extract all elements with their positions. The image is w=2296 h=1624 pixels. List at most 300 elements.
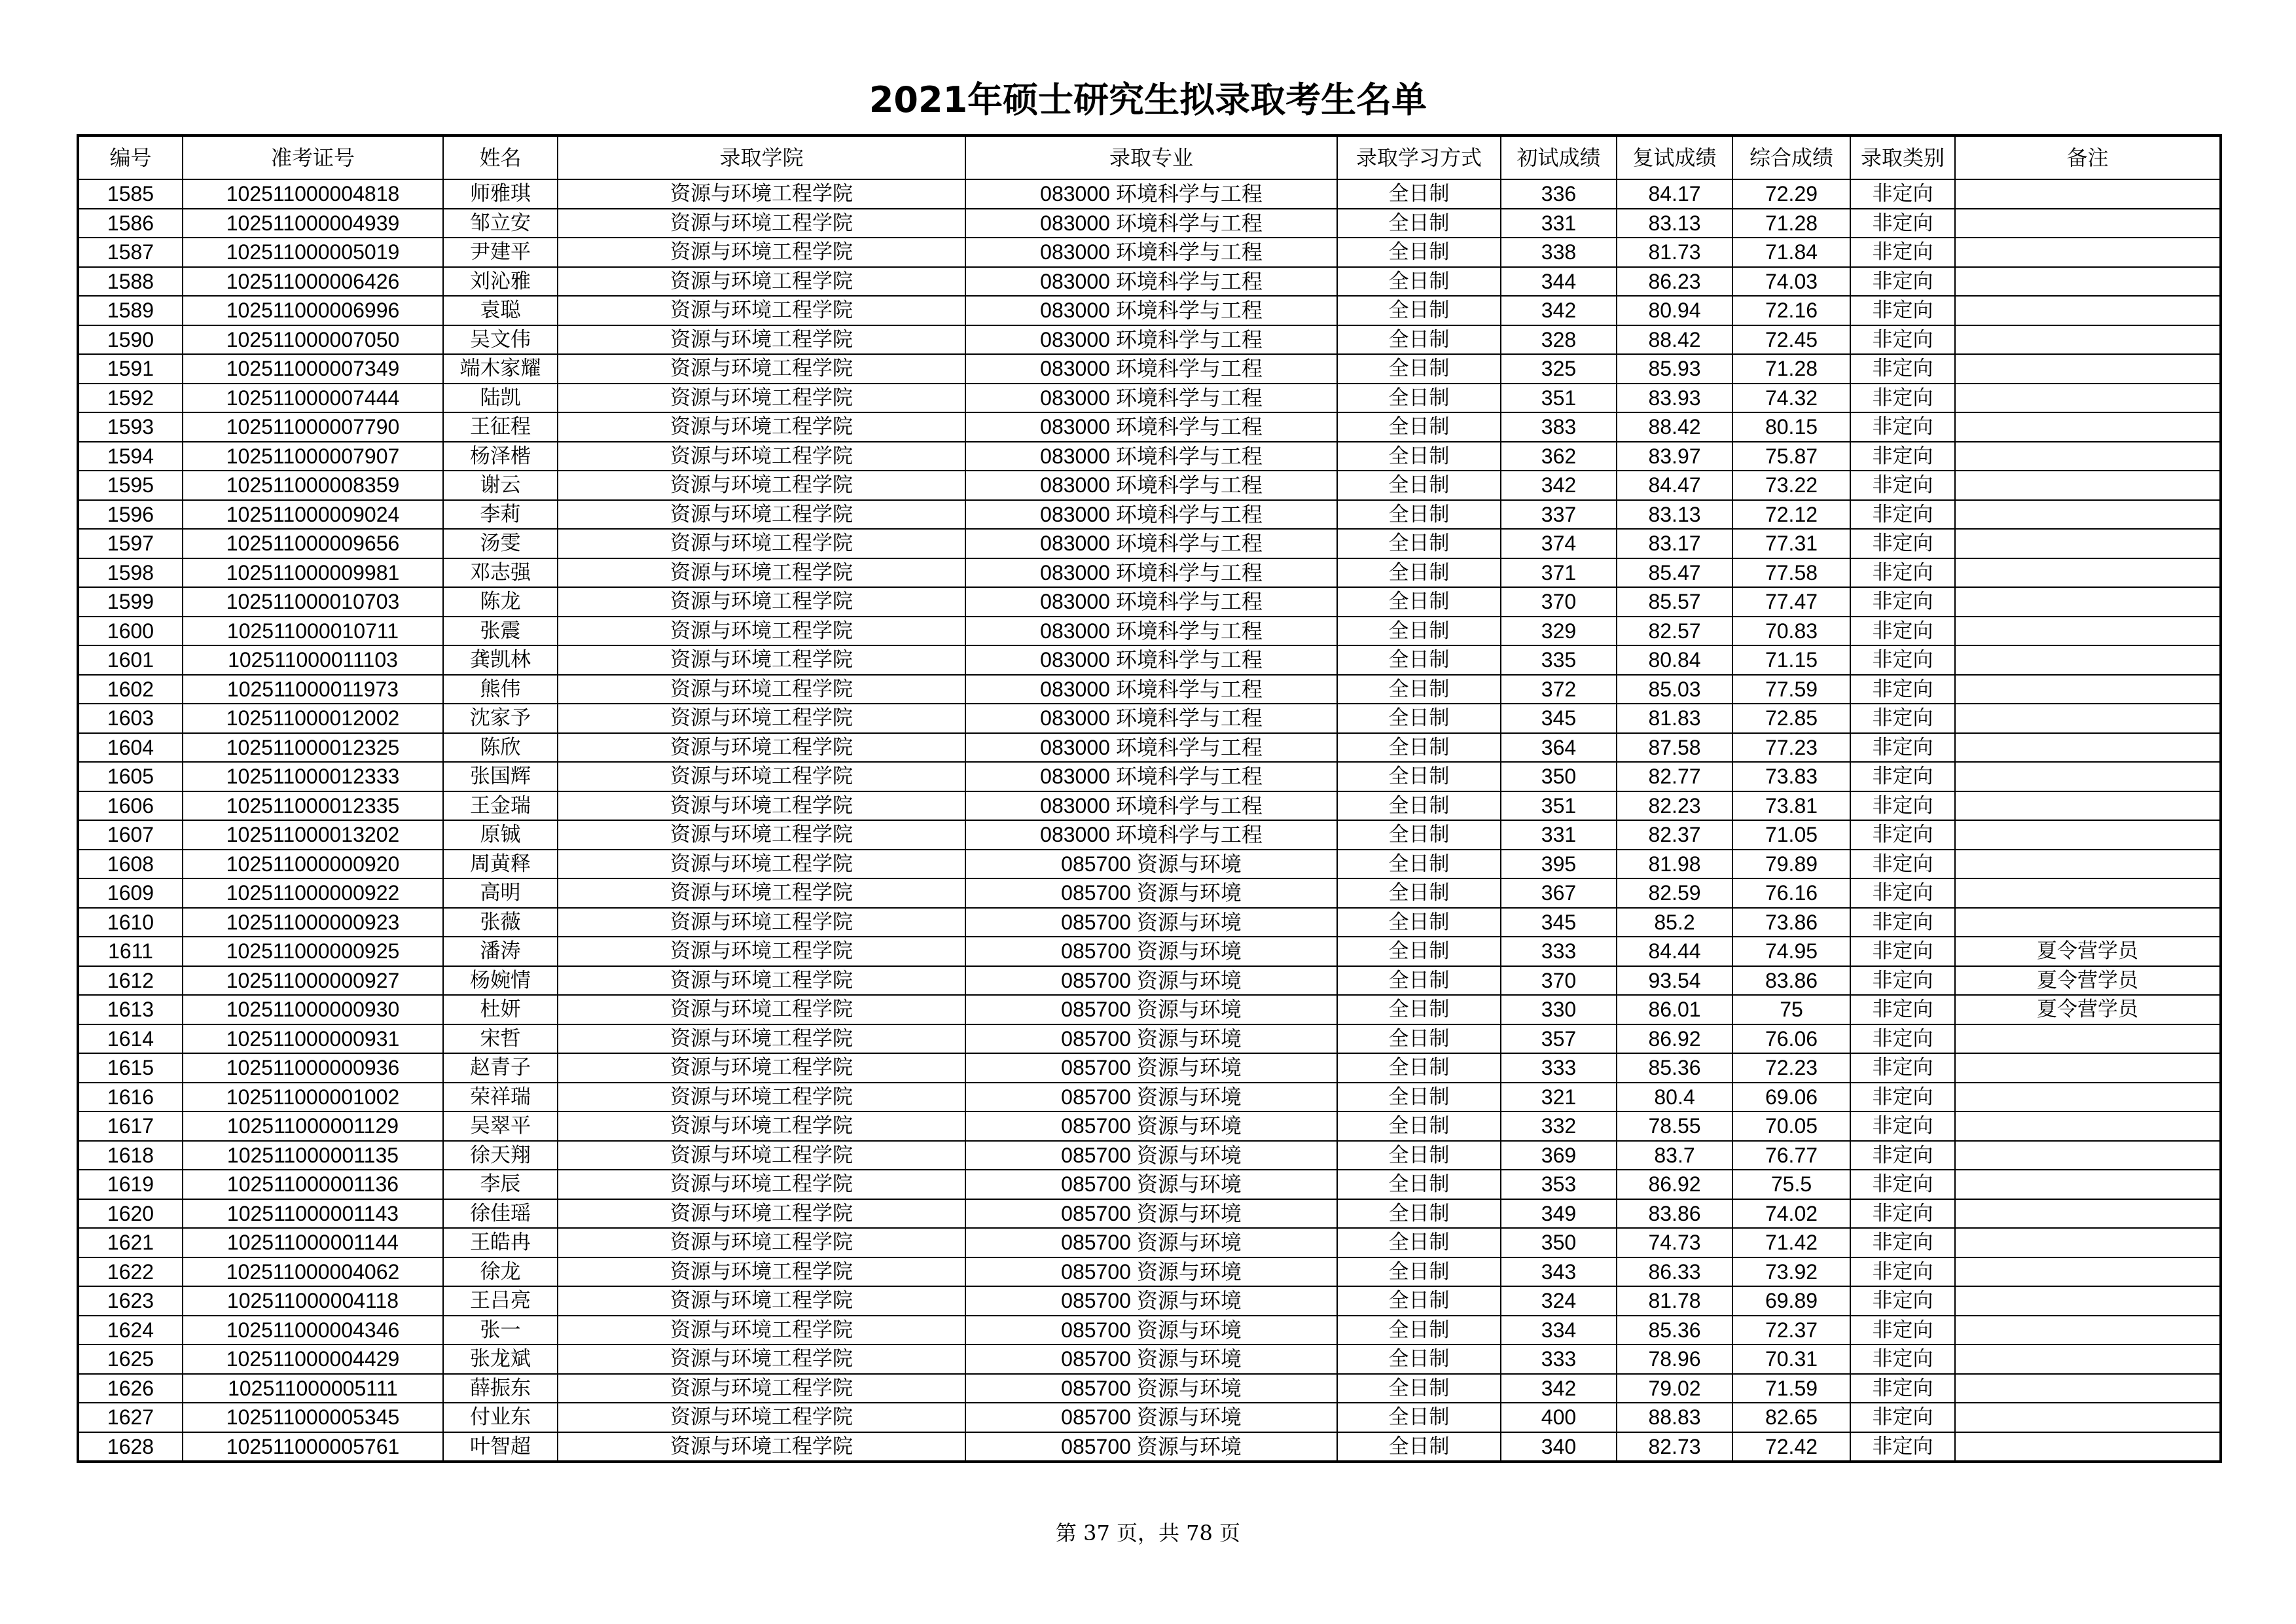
cell-category: 非定向 [1850,1316,1955,1345]
cell-exam-number: 102511000005761 [183,1432,443,1462]
cell-initial-score: 331 [1501,820,1617,850]
cell-college: 资源与环境工程学院 [558,412,965,442]
admission-table [77,134,2222,1463]
cell-major: 085700 资源与环境 [965,1111,1337,1141]
cell-retest-score: 85.93 [1617,354,1732,384]
table-row [78,617,2221,646]
cell-category: 非定向 [1850,1228,1955,1257]
cell-initial-score: 364 [1501,733,1617,763]
cell-study-mode: 全日制 [1337,966,1501,996]
cell-name: 徐天翔 [443,1141,558,1170]
cell-name: 龚凯林 [443,645,558,675]
cell-major: 085700 资源与环境 [965,1141,1337,1170]
cell-id: 1593 [78,412,183,442]
cell-id: 1625 [78,1344,183,1374]
cell-name: 周黄释 [443,850,558,879]
cell-total-score: 71.59 [1732,1374,1850,1403]
cell-category: 非定向 [1850,1170,1955,1199]
cell-category: 非定向 [1850,1286,1955,1316]
cell-remarks [1955,1228,2221,1257]
cell-retest-score: 93.54 [1617,966,1732,996]
cell-retest-score: 85.2 [1617,908,1732,937]
cell-name: 王金瑞 [443,791,558,821]
cell-study-mode: 全日制 [1337,1374,1501,1403]
cell-id: 1597 [78,529,183,558]
cell-retest-score: 80.84 [1617,645,1732,675]
table-row [78,471,2221,500]
cell-retest-score: 78.55 [1617,1111,1732,1141]
table-row [78,1141,2221,1170]
table-row [78,675,2221,704]
cell-exam-number: 102511000004346 [183,1316,443,1345]
cell-initial-score: 335 [1501,645,1617,675]
cell-remarks [1955,1083,2221,1112]
cell-category: 非定向 [1850,1024,1955,1054]
cell-id: 1614 [78,1024,183,1054]
cell-name: 尹建平 [443,238,558,267]
cell-initial-score: 342 [1501,471,1617,500]
cell-exam-number: 102511000001129 [183,1111,443,1141]
cell-college: 资源与环境工程学院 [558,354,965,384]
cell-initial-score: 372 [1501,675,1617,704]
cell-college: 资源与环境工程学院 [558,442,965,471]
cell-initial-score: 351 [1501,791,1617,821]
cell-remarks [1955,384,2221,413]
cell-category: 非定向 [1850,267,1955,297]
table-row [78,1257,2221,1287]
cell-initial-score: 334 [1501,1316,1617,1345]
cell-college: 资源与环境工程学院 [558,587,965,617]
cell-retest-score: 81.78 [1617,1286,1732,1316]
cell-total-score: 69.89 [1732,1286,1850,1316]
cell-college: 资源与环境工程学院 [558,937,965,966]
cell-initial-score: 370 [1501,966,1617,996]
cell-id: 1587 [78,238,183,267]
cell-retest-score: 85.03 [1617,675,1732,704]
cell-name: 潘涛 [443,937,558,966]
cell-exam-number: 102511000001002 [183,1083,443,1112]
cell-id: 1601 [78,645,183,675]
cell-initial-score: 367 [1501,878,1617,908]
cell-college: 资源与环境工程学院 [558,296,965,325]
cell-name: 张龙斌 [443,1344,558,1374]
table-row [78,1286,2221,1316]
cell-id: 1621 [78,1228,183,1257]
cell-college: 资源与环境工程学院 [558,966,965,996]
cell-study-mode: 全日制 [1337,325,1501,355]
cell-college: 资源与环境工程学院 [558,558,965,588]
cell-total-score: 74.02 [1732,1199,1850,1229]
cell-retest-score: 83.7 [1617,1141,1732,1170]
cell-initial-score: 321 [1501,1083,1617,1112]
cell-college: 资源与环境工程学院 [558,675,965,704]
cell-category: 非定向 [1850,1257,1955,1287]
cell-major: 085700 资源与环境 [965,1316,1337,1345]
cell-exam-number: 102511000000922 [183,878,443,908]
cell-total-score: 72.85 [1732,704,1850,733]
cell-name: 张一 [443,1316,558,1345]
cell-category: 非定向 [1850,238,1955,267]
cell-college: 资源与环境工程学院 [558,1286,965,1316]
cell-college: 资源与环境工程学院 [558,791,965,821]
table-body [78,179,2221,1462]
cell-initial-score: 369 [1501,1141,1617,1170]
table-row [78,820,2221,850]
cell-name: 徐佳瑶 [443,1199,558,1229]
cell-category: 非定向 [1850,675,1955,704]
cell-name: 原铖 [443,820,558,850]
cell-id: 1594 [78,442,183,471]
cell-name: 师雅琪 [443,179,558,209]
cell-study-mode: 全日制 [1337,296,1501,325]
cell-category: 非定向 [1850,471,1955,500]
cell-study-mode: 全日制 [1337,733,1501,763]
cell-study-mode: 全日制 [1337,704,1501,733]
cell-major: 083000 环境科学与工程 [965,209,1337,238]
cell-major: 085700 资源与环境 [965,1374,1337,1403]
cell-category: 非定向 [1850,617,1955,646]
cell-name: 邹立安 [443,209,558,238]
cell-college: 资源与环境工程学院 [558,645,965,675]
cell-study-mode: 全日制 [1337,412,1501,442]
cell-major: 083000 环境科学与工程 [965,384,1337,413]
cell-id: 1627 [78,1403,183,1432]
cell-remarks [1955,238,2221,267]
cell-category: 非定向 [1850,791,1955,821]
cell-study-mode: 全日制 [1337,1286,1501,1316]
cell-retest-score: 78.96 [1617,1344,1732,1374]
table-row [78,908,2221,937]
cell-name: 宋哲 [443,1024,558,1054]
cell-name: 王征程 [443,412,558,442]
cell-category: 非定向 [1850,1083,1955,1112]
cell-name: 张国辉 [443,762,558,791]
cell-remarks [1955,733,2221,763]
cell-total-score: 72.23 [1732,1053,1850,1083]
cell-initial-score: 344 [1501,267,1617,297]
cell-name: 薛振东 [443,1374,558,1403]
cell-name: 邓志强 [443,558,558,588]
cell-total-score: 71.84 [1732,238,1850,267]
cell-name: 王皓冉 [443,1228,558,1257]
cell-name: 吴文伟 [443,325,558,355]
cell-major: 083000 环境科学与工程 [965,704,1337,733]
cell-exam-number: 102511000013202 [183,820,443,850]
cell-initial-score: 336 [1501,179,1617,209]
cell-college: 资源与环境工程学院 [558,1199,965,1229]
cell-initial-score: 357 [1501,1024,1617,1054]
cell-total-score: 72.37 [1732,1316,1850,1345]
cell-id: 1599 [78,587,183,617]
cell-study-mode: 全日制 [1337,1344,1501,1374]
cell-category: 非定向 [1850,850,1955,879]
cell-id: 1613 [78,995,183,1024]
cell-college: 资源与环境工程学院 [558,1053,965,1083]
cell-study-mode: 全日制 [1337,267,1501,297]
col-header-college: 录取学院 [558,135,965,179]
cell-major: 085700 资源与环境 [965,878,1337,908]
cell-remarks [1955,296,2221,325]
table-row [78,558,2221,588]
cell-retest-score: 80.94 [1617,296,1732,325]
cell-study-mode: 全日制 [1337,1316,1501,1345]
cell-study-mode: 全日制 [1337,1111,1501,1141]
cell-study-mode: 全日制 [1337,179,1501,209]
cell-major: 083000 环境科学与工程 [965,267,1337,297]
cell-study-mode: 全日制 [1337,384,1501,413]
cell-total-score: 71.28 [1732,354,1850,384]
cell-id: 1616 [78,1083,183,1112]
cell-id: 1612 [78,966,183,996]
cell-retest-score: 82.77 [1617,762,1732,791]
cell-exam-number: 102511000009656 [183,529,443,558]
cell-remarks [1955,762,2221,791]
table-row [78,733,2221,763]
cell-study-mode: 全日制 [1337,529,1501,558]
table-row [78,937,2221,966]
cell-initial-score: 362 [1501,442,1617,471]
cell-id: 1624 [78,1316,183,1345]
cell-college: 资源与环境工程学院 [558,1432,965,1462]
cell-category: 非定向 [1850,820,1955,850]
cell-retest-score: 83.93 [1617,384,1732,413]
cell-college: 资源与环境工程学院 [558,850,965,879]
cell-category: 非定向 [1850,179,1955,209]
cell-college: 资源与环境工程学院 [558,384,965,413]
cell-name: 张薇 [443,908,558,937]
cell-study-mode: 全日制 [1337,471,1501,500]
cell-category: 非定向 [1850,995,1955,1024]
cell-study-mode: 全日制 [1337,878,1501,908]
cell-total-score: 76.16 [1732,878,1850,908]
cell-exam-number: 102511000004062 [183,1257,443,1287]
cell-college: 资源与环境工程学院 [558,1344,965,1374]
table-row [78,878,2221,908]
cell-exam-number: 102511000010711 [183,617,443,646]
cell-name: 杨婉情 [443,966,558,996]
cell-name: 张震 [443,617,558,646]
cell-total-score: 74.32 [1732,384,1850,413]
cell-college: 资源与环境工程学院 [558,209,965,238]
cell-category: 非定向 [1850,1403,1955,1432]
cell-remarks [1955,587,2221,617]
cell-retest-score: 83.13 [1617,500,1732,530]
cell-major: 083000 环境科学与工程 [965,354,1337,384]
cell-retest-score: 87.58 [1617,733,1732,763]
cell-exam-number: 102511000004939 [183,209,443,238]
cell-exam-number: 102511000000925 [183,937,443,966]
col-header-name: 姓名 [443,135,558,179]
cell-initial-score: 371 [1501,558,1617,588]
cell-category: 非定向 [1850,966,1955,996]
cell-name: 李莉 [443,500,558,530]
cell-initial-score: 345 [1501,704,1617,733]
cell-category: 非定向 [1850,209,1955,238]
table-row [78,1024,2221,1054]
cell-study-mode: 全日制 [1337,1053,1501,1083]
table-row [78,1199,2221,1229]
cell-id: 1618 [78,1141,183,1170]
cell-total-score: 73.83 [1732,762,1850,791]
cell-total-score: 70.83 [1732,617,1850,646]
table-row [78,1111,2221,1141]
cell-id: 1589 [78,296,183,325]
cell-major: 085700 资源与环境 [965,1199,1337,1229]
cell-initial-score: 353 [1501,1170,1617,1199]
cell-category: 非定向 [1850,325,1955,355]
cell-total-score: 71.28 [1732,209,1850,238]
table-row [78,1083,2221,1112]
table-row [78,354,2221,384]
table-row [78,995,2221,1024]
cell-initial-score: 331 [1501,209,1617,238]
cell-study-mode: 全日制 [1337,820,1501,850]
cell-exam-number: 102511000007444 [183,384,443,413]
cell-retest-score: 86.01 [1617,995,1732,1024]
cell-total-score: 77.58 [1732,558,1850,588]
cell-study-mode: 全日制 [1337,762,1501,791]
cell-category: 非定向 [1850,587,1955,617]
cell-remarks [1955,1286,2221,1316]
cell-exam-number: 102511000001135 [183,1141,443,1170]
cell-total-score: 76.06 [1732,1024,1850,1054]
cell-name: 陈龙 [443,587,558,617]
cell-college: 资源与环境工程学院 [558,1374,965,1403]
cell-category: 非定向 [1850,500,1955,530]
cell-category: 非定向 [1850,704,1955,733]
cell-retest-score: 86.92 [1617,1024,1732,1054]
cell-exam-number: 102511000000931 [183,1024,443,1054]
cell-exam-number: 102511000001143 [183,1199,443,1229]
cell-remarks [1955,267,2221,297]
cell-study-mode: 全日制 [1337,850,1501,879]
cell-name: 陆凯 [443,384,558,413]
cell-id: 1600 [78,617,183,646]
cell-retest-score: 81.73 [1617,238,1732,267]
cell-exam-number: 102511000006426 [183,267,443,297]
cell-remarks [1955,209,2221,238]
table-row [78,645,2221,675]
cell-study-mode: 全日制 [1337,908,1501,937]
cell-college: 资源与环境工程学院 [558,1170,965,1199]
table-row [78,296,2221,325]
cell-study-mode: 全日制 [1337,645,1501,675]
cell-name: 杜妍 [443,995,558,1024]
cell-category: 非定向 [1850,1141,1955,1170]
cell-id: 1598 [78,558,183,588]
cell-major: 083000 环境科学与工程 [965,238,1337,267]
header-row [78,135,2221,179]
cell-total-score: 72.42 [1732,1432,1850,1462]
cell-remarks [1955,645,2221,675]
cell-total-score: 69.06 [1732,1083,1850,1112]
cell-retest-score: 83.13 [1617,209,1732,238]
table-row [78,1432,2221,1462]
cell-total-score: 77.31 [1732,529,1850,558]
cell-study-mode: 全日制 [1337,675,1501,704]
cell-initial-score: 342 [1501,296,1617,325]
cell-college: 资源与环境工程学院 [558,1111,965,1141]
cell-id: 1585 [78,179,183,209]
cell-name: 付业东 [443,1403,558,1432]
cell-remarks [1955,1316,2221,1345]
cell-college: 资源与环境工程学院 [558,471,965,500]
cell-category: 非定向 [1850,558,1955,588]
cell-exam-number: 102511000007050 [183,325,443,355]
cell-major: 085700 资源与环境 [965,1286,1337,1316]
table-row [78,238,2221,267]
table-row [78,179,2221,209]
col-header-remarks: 备注 [1955,135,2221,179]
cell-id: 1588 [78,267,183,297]
cell-total-score: 77.59 [1732,675,1850,704]
cell-major: 083000 环境科学与工程 [965,617,1337,646]
cell-major: 083000 环境科学与工程 [965,296,1337,325]
cell-initial-score: 350 [1501,1228,1617,1257]
cell-name: 吴翠平 [443,1111,558,1141]
table-row [78,325,2221,355]
cell-remarks [1955,558,2221,588]
cell-retest-score: 82.23 [1617,791,1732,821]
col-header-category: 录取类别 [1850,135,1955,179]
cell-college: 资源与环境工程学院 [558,704,965,733]
cell-name: 徐龙 [443,1257,558,1287]
cell-study-mode: 全日制 [1337,1257,1501,1287]
cell-total-score: 75.87 [1732,442,1850,471]
cell-major: 083000 环境科学与工程 [965,442,1337,471]
cell-retest-score: 84.44 [1617,937,1732,966]
cell-id: 1605 [78,762,183,791]
cell-initial-score: 370 [1501,587,1617,617]
cell-major: 085700 资源与环境 [965,1257,1337,1287]
cell-id: 1602 [78,675,183,704]
cell-study-mode: 全日制 [1337,1141,1501,1170]
cell-category: 非定向 [1850,1053,1955,1083]
cell-college: 资源与环境工程学院 [558,1403,965,1432]
cell-exam-number: 102511000011103 [183,645,443,675]
cell-initial-score: 395 [1501,850,1617,879]
cell-college: 资源与环境工程学院 [558,995,965,1024]
cell-study-mode: 全日制 [1337,617,1501,646]
cell-name: 汤雯 [443,529,558,558]
table-row [78,1170,2221,1199]
col-header-retest-score: 复试成绩 [1617,135,1732,179]
cell-retest-score: 85.36 [1617,1316,1732,1345]
cell-category: 非定向 [1850,384,1955,413]
cell-retest-score: 86.23 [1617,267,1732,297]
cell-id: 1619 [78,1170,183,1199]
cell-initial-score: 342 [1501,1374,1617,1403]
cell-exam-number: 102511000004818 [183,179,443,209]
cell-id: 1610 [78,908,183,937]
table-row [78,966,2221,996]
cell-major: 083000 环境科学与工程 [965,558,1337,588]
cell-id: 1620 [78,1199,183,1229]
cell-initial-score: 333 [1501,937,1617,966]
table-row [78,850,2221,879]
table-row [78,1403,2221,1432]
cell-retest-score: 84.47 [1617,471,1732,500]
cell-study-mode: 全日制 [1337,1228,1501,1257]
cell-category: 非定向 [1850,908,1955,937]
cell-initial-score: 343 [1501,1257,1617,1287]
cell-initial-score: 351 [1501,384,1617,413]
cell-initial-score: 350 [1501,762,1617,791]
cell-study-mode: 全日制 [1337,442,1501,471]
cell-retest-score: 85.36 [1617,1053,1732,1083]
cell-retest-score: 81.98 [1617,850,1732,879]
col-header-major: 录取专业 [965,135,1337,179]
